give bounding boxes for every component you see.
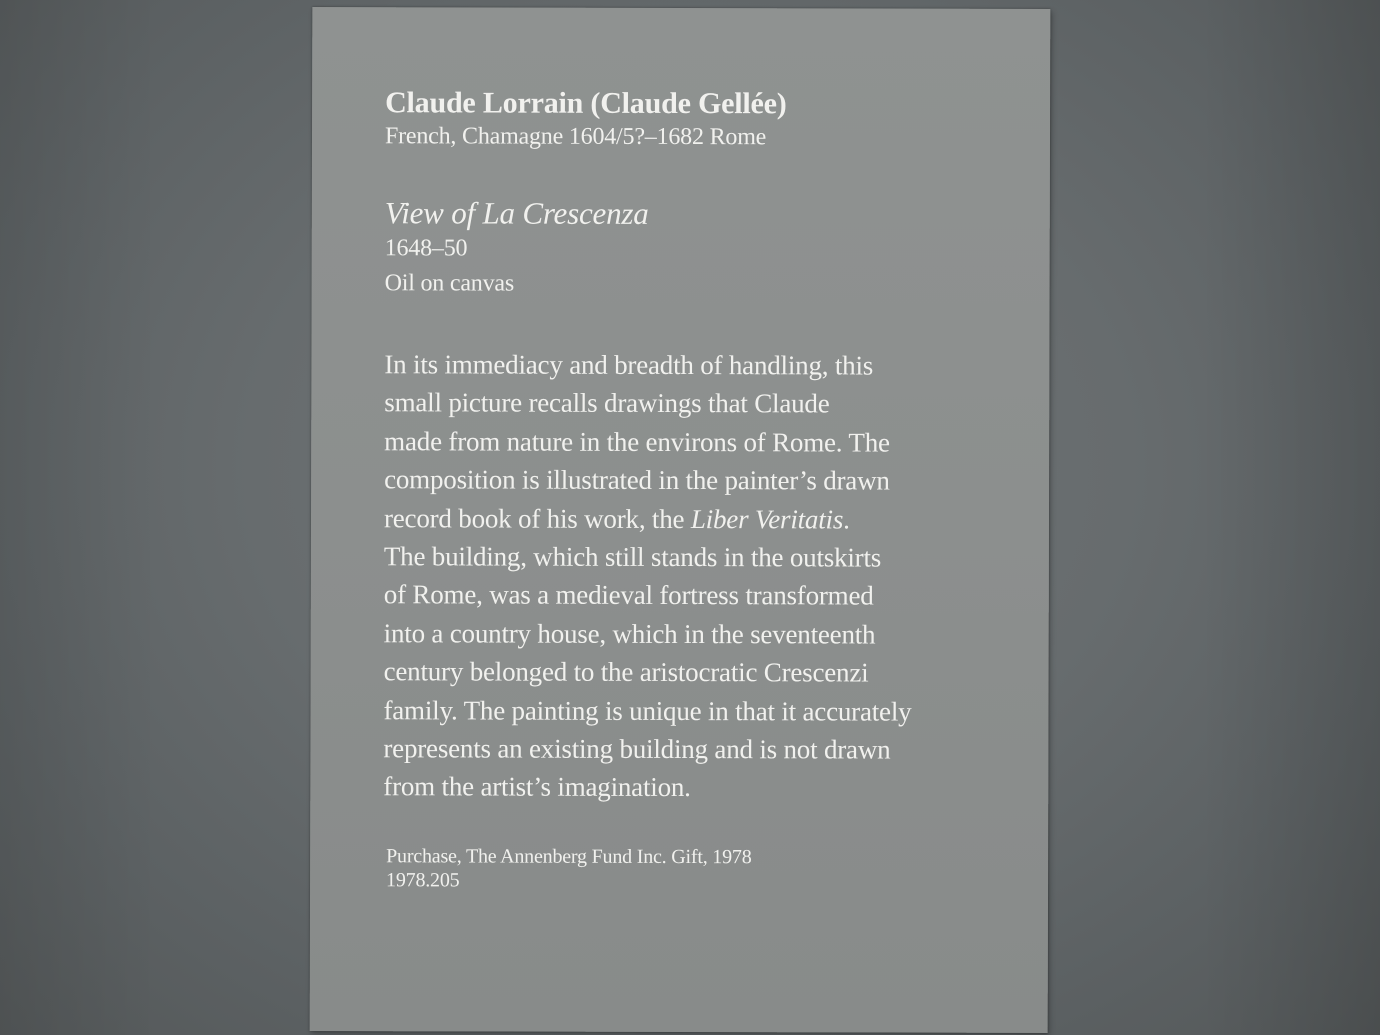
description-line: into a country house, which in the seventeenth bbox=[383, 618, 876, 650]
description-line: made from nature in the environs of Rome. The bbox=[384, 426, 890, 458]
description-line: The building, which still stands in the outskirts bbox=[383, 541, 882, 573]
artwork-date: 1648–50 bbox=[384, 235, 468, 262]
credit-line: Purchase, The Annenberg Fund Inc. Gift, 1978 bbox=[386, 845, 752, 869]
description-line: from the artist’s imagination. bbox=[383, 771, 691, 803]
description-line: family. The painting is unique in that it accurately bbox=[383, 694, 912, 727]
description-line bbox=[384, 499, 1004, 539]
description-line: small picture recalls drawings that Claude bbox=[384, 387, 830, 419]
accession-number: 1978.205 bbox=[386, 869, 460, 892]
credit-block bbox=[386, 844, 1003, 894]
label-description bbox=[383, 345, 1004, 807]
book-title: Liber Veritatis bbox=[690, 503, 844, 535]
description-line: century belonged to the aristocratic Crescenzi bbox=[383, 656, 869, 688]
museum-label-card bbox=[310, 7, 1051, 1033]
artwork-title: View of La Crescenza bbox=[384, 195, 649, 231]
artwork-medium: Oil on canvas bbox=[384, 270, 515, 297]
description-line: represents an existing building and is not drawn bbox=[383, 733, 891, 765]
description-line: In its immediacy and breadth of handling, this bbox=[384, 349, 874, 381]
label-text-block bbox=[383, 85, 1005, 893]
description-line: composition is illustrated in the painter’s drawn bbox=[384, 464, 890, 496]
artist-name: Claude Lorrain (Claude Gellée) bbox=[385, 86, 787, 121]
description-line-end: . bbox=[843, 504, 850, 535]
artist-bio: French, Chamagne 1604/5?–1682 Rome bbox=[384, 123, 767, 151]
description-line: of Rome, was a medieval fortress transformed bbox=[383, 579, 874, 611]
wall-shadow-right bbox=[1200, 0, 1380, 1035]
wall-shadow-left bbox=[0, 0, 160, 1035]
description-line-start: record book of his work, the bbox=[383, 502, 691, 534]
